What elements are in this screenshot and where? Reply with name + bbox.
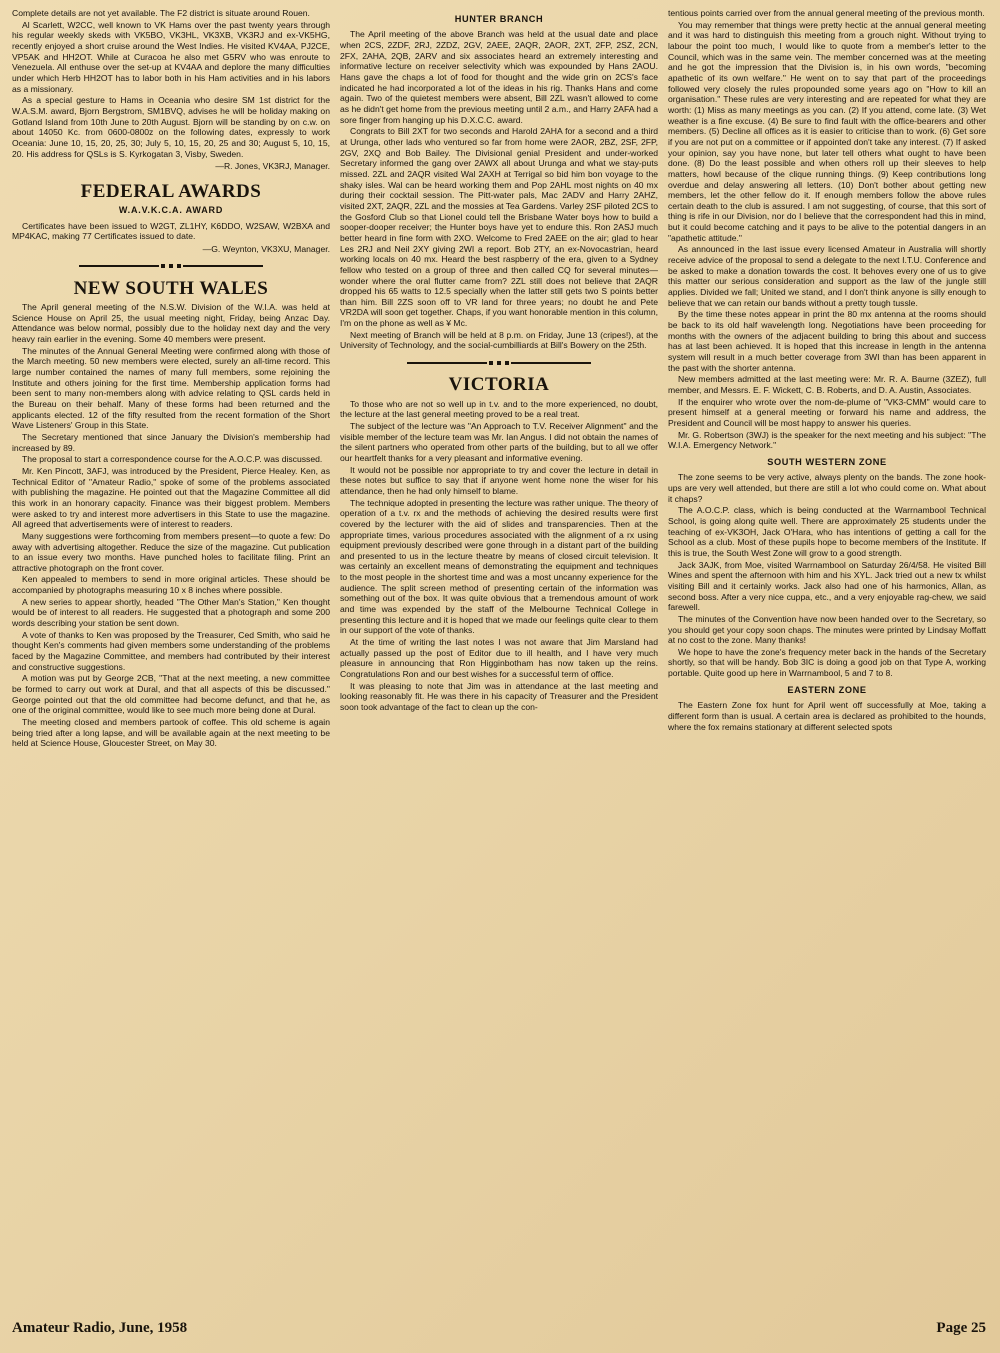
paragraph: As a special gesture to Hams in Oceania who desire SM 1st district for the W.A.S.M. award, Bjorn Bergstrom, SM1BVQ, advises he will be holiday making on Gotland Island from 10th June to 20th August. Bjorn will be standing by on c.w. on about 14050 Kc. from 0600-0800z on the following dates, expressly to work Oceania: June 10, 15, 20, 25, 30; July 5, 10, 15, 20, 25 and 30; August 5, 10, 15, 20. His address for QSLs is S. Kyrkogatan 3, Visby, Sweden. [12,95,330,159]
section-heading: VICTORIA [448,374,550,396]
paragraph: Jack 3AJK, from Moe, visited Warrnambool on Saturday 26/4/58. He visited Bill Wines and spent the afternoon with him and his XYL. Jack tried out a new tx whilst visiting Bill and it certainly works. Jack also had one of his harmonics, Allan, as second boss. After a very nice cuppa, etc., and a very enjoyable rag-chew, we said farewell. [668,559,986,613]
section-divider [340,357,658,365]
paragraph: tentious points carried over from the annual general meeting of the previous month. [668,8,985,18]
paragraph: The meeting closed and members partook of coffee. This old scheme is again being tried after a long lapse, and will be available again at the next meeting to be held at Science House, Gloucester Street, on May 30. [12,717,330,749]
sub-heading: W.A.V.K.C.A. AWARD [118,205,224,216]
paragraph: The April meeting of the above Branch was held at the usual date and place when 2CS, 2ZDF, 2RJ, 2ZDZ, 2GV, 2AEE, 2AQR, 2AOR, 2XT, 2FP, 2SZ, 2CN, 2FX, 2AHA, 2QB, 2ARV and six associates heard an extremely interesting and informative lecture on receiver selectivity which was expounded by Hans 2AOU. Hans gave the chaps a lot of food for thought and the wide grin on 2CS's face indicated he had incorporated a lot of the ideas in his rig. Thanks Hans and come again. Two of the quietest members were absent, Bill 2ZL wasn't allowed to come as he didn't get home from the previous meeting until 2 a.m., and Harry 2AFA had a sore finger from hanging up his D.X.C.C. award. [340,29,658,125]
paragraph: The minutes of the Annual General Meeting were confirmed along with those of the March meeting. 50 new members were elected, surely an all-time record. This large number contained the names of many full members, some rejoining the Institute and others joining for the first time. Membership application forms had been sent to many non-members along with advice relating to QSL cards held in the Bureau on their behalf. Many of these forms had been returned and the applicants elected. 12 of the fifty resulted from the recent formation of the Short Wave Listeners' Group in this State. [12,345,330,431]
paragraph: At the time of writing the last notes I was not aware that Jim Marsland had actually passed up the post of Editor due to ill health, and I have very much pleasure in announcing that Ron Higginbotham has now taken up the reins. Congratulations Ron and our best wishes for a successful term of office. [340,637,658,680]
paragraph: By the time these notes appear in print the 80 mx antenna at the rooms should be back to its old half wavelength long. Negotiations have been proceeding for months with the owners of the adjacent building to bring this about and success has at last been achieved. It is hoped that this increase in length in the antenna system will result in a much better coverage from 3WI than has been apparent in the past with the shorter antenna. [668,309,986,373]
paragraph: The minutes of the Convention have now been handed over to the Secretary, so you should get your copy soon chaps. The minutes were printed by Lindsay Moffatt at no cost to the zone. Many thanks! [668,613,986,646]
paragraph: Next meeting of Branch will be held at 8 p.m. on Friday, June 13 (cripes!), at the University of Technology, and the social-cumbilliards at Bill's Bowery on the 25th. [340,329,658,351]
paragraph: You may remember that things were pretty hectic at the annual general meeting and it was hard to distinguish this meeting from a grouch night. Without trying to labour the point too much, I would like to quote from a member's letter to the Council, which was in the same vein. The member concerned was at the meeting and he got the impression that the Division is, in his own words, "becoming apathetic of its own welfare." He went on to say that part of the proceedings followed very closely the rules propounded some years ago on "How to kill an organisation." These rules are very interesting and are repeated for what they are worth: (1) Miss as many meetings as you can. (2) If you attend, come late. (3) Wet weather is a fine excuse. (4) Be sure to find fault with the office-bearers and other members. (5) Decline all offices as it is easier to criticise than to work. (6) Get sore if you are not put on a committee or if appointed don't take any interest. (7) If asked your opinion, say you have none, but later tell others what ought to have been done. (8) Do the least possible and when others roll up their sleeves to help matters, howl because of the clique running things. (9) Keep contributions long overdue and delay answering all letters. (10) Don't bother about getting new members, let the other fellow do it. If enough members follow the above rules certain death to the club is assured. I am not suggesting, of course, that this sort of thing is rife in our Division, nor do I believe that the correspondent had this in mind, but it could become catching and it pays to be alive to the potential dangers in an "apathetic attitude." [668,19,986,243]
paragraph: To those who are not so well up in t.v. and to the more experienced, no doubt, the lecture at the last general meeting proved to be a real treat. [340,398,658,420]
publication-footer: Amateur Radio, June, 1958 [12,1320,188,1336]
paragraph: The Secretary mentioned that since January the Division's membership had increased by 89. [12,431,330,453]
paragraph: The Eastern Zone fox hunt for April went off successfully at Moe, taking a different form than is usual. A certain area is declared as prohibited to the hounds, where the fox remains stationary at different selected spots [668,700,986,732]
page-number: Page 25 [936,1320,986,1336]
paragraph: We hope to have the zone's frequency meter back in the hands of the Secretary shortly, so that will be handy. Bob 3IC is doing a good job on that Type A, working portable. Quite good up here in Warrnambool, 5 and 7 to 8. [668,646,986,679]
paragraph: If the enquirer who wrote over the nom-de-plume of "VK3-CMM" would care to present himself at a general meeting or forward his name and address, the President and Council will be most happy to answer his queries. [668,396,986,428]
paragraph: A motion was put by George 2CB, "That at the next meeting, a new committee be formed to carry out work at Dural, and that all aspects of this be discussed." George pointed out that the old committee had become defunct, and that he, as one of the original committee, would like to see much more being done at Dural. [12,673,330,716]
signature-line: —R. Jones, VK3RJ, Manager. [215,161,330,172]
paragraph: Many suggestions were forthcoming from members present—to quote a few: Do away with advertising altogether. Reduce the size of the magazine. Cut publication to an issue every two months. Have punched holes to facilitate filing. Print an attractive photograph on the front cover. [12,530,330,573]
paragraph: The subject of the lecture was "An Approach to T.V. Receiver Alignment" and the visible member of the lecture team was Mr. Ian Angus. I did not obtain the names of the silent partners who operated from other parts of the building, but to all we offer our heartfelt thanks for a very pleasant and informative evening. [340,420,658,463]
paragraph: Congrats to Bill 2XT for two seconds and Harold 2AHA for a second and a third at Urunga, other lads who ventured so far from home were 2AOR, 2BZ, 2SF, 2FP, 2GV, 2XQ and Bob Bailey. The Divisional genial President and under-worked Secretary informed the gang over 2AWX all about Urunga and what we stay-puts missed. 2ZL and 2AQR visited Wal 2AXH at Terrigal so bid him bon voyage to the shaky isles. Wal can be heard working them and Pop 2AHL most nights on 40 mx during their cocktail session. The Pitt-water pals, Mac 2ADV and Harry 2AHZ, visited 2XT, 2AQR, 2ZL and the mossies at Tea Gardens. Varley 2SF piloted 2CS to the Gosford Club so that Lionel could tell the Brisbane Water boys how to build a sooper-dooper receiver; the Hunter boys have yet to endure this. Ron 2ASJ much better heard in fine form with 2XO. Welcome to Fred 2AEE on the air; glad to hear Les 2RJ and Neil 2XY giving 2WI a report. Bob 2TY, an ex-Novocastrian, heard working locals on 40 mx. Heard the best raspberry of the era, given to a Sydney fellow who tested on a group of three and then called CQ for several minutes—wonder where the oral flutter came from? 2ZL still does not believe that 2AQR dropped his 65 watts to 12.5 specially when the latter still gets two S points better than him. Bill 2ZS soon off to VR land for three years; no doubt he and Pete VR2DA will soon get together. Chaps, if you want honorable mention in this column, I'm on the phone as well as ¥ Mc. [340,126,658,329]
subsection-heading: HUNTER BRANCH [454,14,544,24]
column-left [12,8,330,1308]
paragraph: A new series to appear shortly, headed "The Other Man's Station," Ken thought would be of interest to all readers. He suggested that a photograph and some 200 words describing your station be sent down. [12,596,330,629]
signature-line: —G. Weynton, VK3XU, Manager. [202,243,330,254]
paragraph: Al Scarlett, W2CC, well known to VK Hams over the past twenty years through his regular weekly skeds with VK5BO, VK3HL, VK3XB, VK3RJ and ex-VK5HG, recently enjoyed a short cruise around the West Indies. He visited KV4AA, PJ2CE, VP5AK and HH2OT. While at Curacoa he also met G5RV who was enroute to Venezuela. All enthuse over the set-up at KV4AA and deplore the many difficulties under which Herb HH2OT has to labor both in his Ham activities and in his labors as a missionary. [12,19,330,94]
subsection-heading: SOUTH WESTERN ZONE [767,456,887,467]
paragraph: Certificates have been issued to W2GT, ZL1HY, K6DDO, W2SAW, W2BXA and MP4KAC, making 77 Certificates issued to date. [12,220,330,242]
paragraph: As announced in the last issue every licensed Amateur in Australia will shortly receive advice of the proposal to send a delegate to the next I.T.U. Conference and be asked to make a donation towards the cost. It behoves every one of us to give this matter our serious consideration and support as the law of the jungle still applies. Divided we fall; United we stand, and I don't think anyone is silly enough to believe that we can retain our bands without a pretty tough tussle. [668,244,986,308]
paragraph: New members admitted at the last meeting were: Mr. R. A. Baurne (3ZEZ), full member, and Messrs. E. F. Wickett, C. B. Roberts, and D. A. Austin, Associates. [668,374,986,395]
section-heading: FEDERAL AWARDS [80,180,262,202]
paragraph: The zone seems to be very active, always plenty on the bands. The zone hook-ups are very well attended, but there are still a lot who could come on. What about it chaps? [668,472,986,504]
paragraph: The April general meeting of the N.S.W. Division of the W.I.A. was held at Science House on April 25, the usual meeting night, Friday, being Anzac Day. Attendance was below normal, possibly due to the holiday next day and the very heavy rain earlier in the evening. Some 40 members were present. [12,302,330,345]
paragraph: The proposal to start a correspondence course for the A.O.C.P. was discussed. [22,454,323,465]
paragraph: It was pleasing to note that Jim was in attendance at the last meeting and looking reasonably fit. He was there in his capacity of Treasurer and the President soon took advantage of the fact to clean up the con- [340,680,658,713]
paragraph: It would not be possible nor appropriate to try and cover the lecture in detail in these notes but suffice to say that if anyone went home none the wiser for his attendance, then he had only himself to blame. [340,464,658,496]
subsection-heading: EASTERN ZONE [787,684,867,695]
column-right [668,8,986,1308]
paragraph: Mr. Ken Pincott, 3AFJ, was introduced by the President, Pierce Healey. Ken, as Technical Editor of "Amateur Radio," spoke of some of the problems associated with publishing the magazine. He pointed out that the Magazine Committee all did this work in an honorary capacity. Finance was their biggest problem. Members were asked to try and interest more advertisers in this State to use the magazine. All agreed that advertisements were of interest to readers. [12,465,330,530]
section-divider [12,261,330,269]
paragraph: The A.O.C.P. class, which is being conducted at the Warrnambool Technical School, is going along quite well. There are approximately 25 students under the teaching of ex-VK3OH, Jack O'Hara, who has intentions of getting a call for the School as a club. Most of these pupils hope to become members of the Institute. If this is true, the South West Zone will grow to a good strength. [668,505,986,558]
paragraph: Ken appealed to members to send in more original articles. These should be accompanied by photographs measuring 10 x 8 inches where possible. [12,574,330,596]
paragraph: Mr. G. Robertson (3WJ) is the speaker for the next meeting and his subject: "The W.I.A. Emergency Network." [668,429,986,451]
column-middle [340,8,658,1308]
columns-container [12,8,990,1308]
paragraph: The technique adopted in presenting the lecture was rather unique. The theory of operation of a t.v. rx and the methods of achieving the desired results were first covered by the lecturer with the aid of slides and transparencies. Then at the appropriate times, various procedures associated with the alignment of a rx using equipment previously described were gone through in a distant part of the building and presented to us in the lecture theatre by means of closed circuit television. It was certainly an excellent means of demonstrating the equipment and techniques to the most people in the shortest time and was a most uncanny experience for the audience. The split screen method of presenting certain of the information was something out of the box. It was quite obvious that a tremendous amount of work and time was expended by the staff of the Melbourne Technical College in presenting this lecture and it is hoped that we made our feelings quite clear to them in our support of the vote of thanks. [340,497,658,636]
paragraph: A vote of thanks to Ken was proposed by the Treasurer, Ced Smith, who said he thought Ken's comments had given members some understanding of the problems faced by the Magazine Committee, and members had contributed by their interest and constructive suggestions. [12,629,330,672]
section-heading: NEW SOUTH WALES [73,277,269,299]
paragraph: Complete details are not yet available. The F2 district is situate around Rouen. [12,8,310,18]
page-footer [12,1320,986,1337]
